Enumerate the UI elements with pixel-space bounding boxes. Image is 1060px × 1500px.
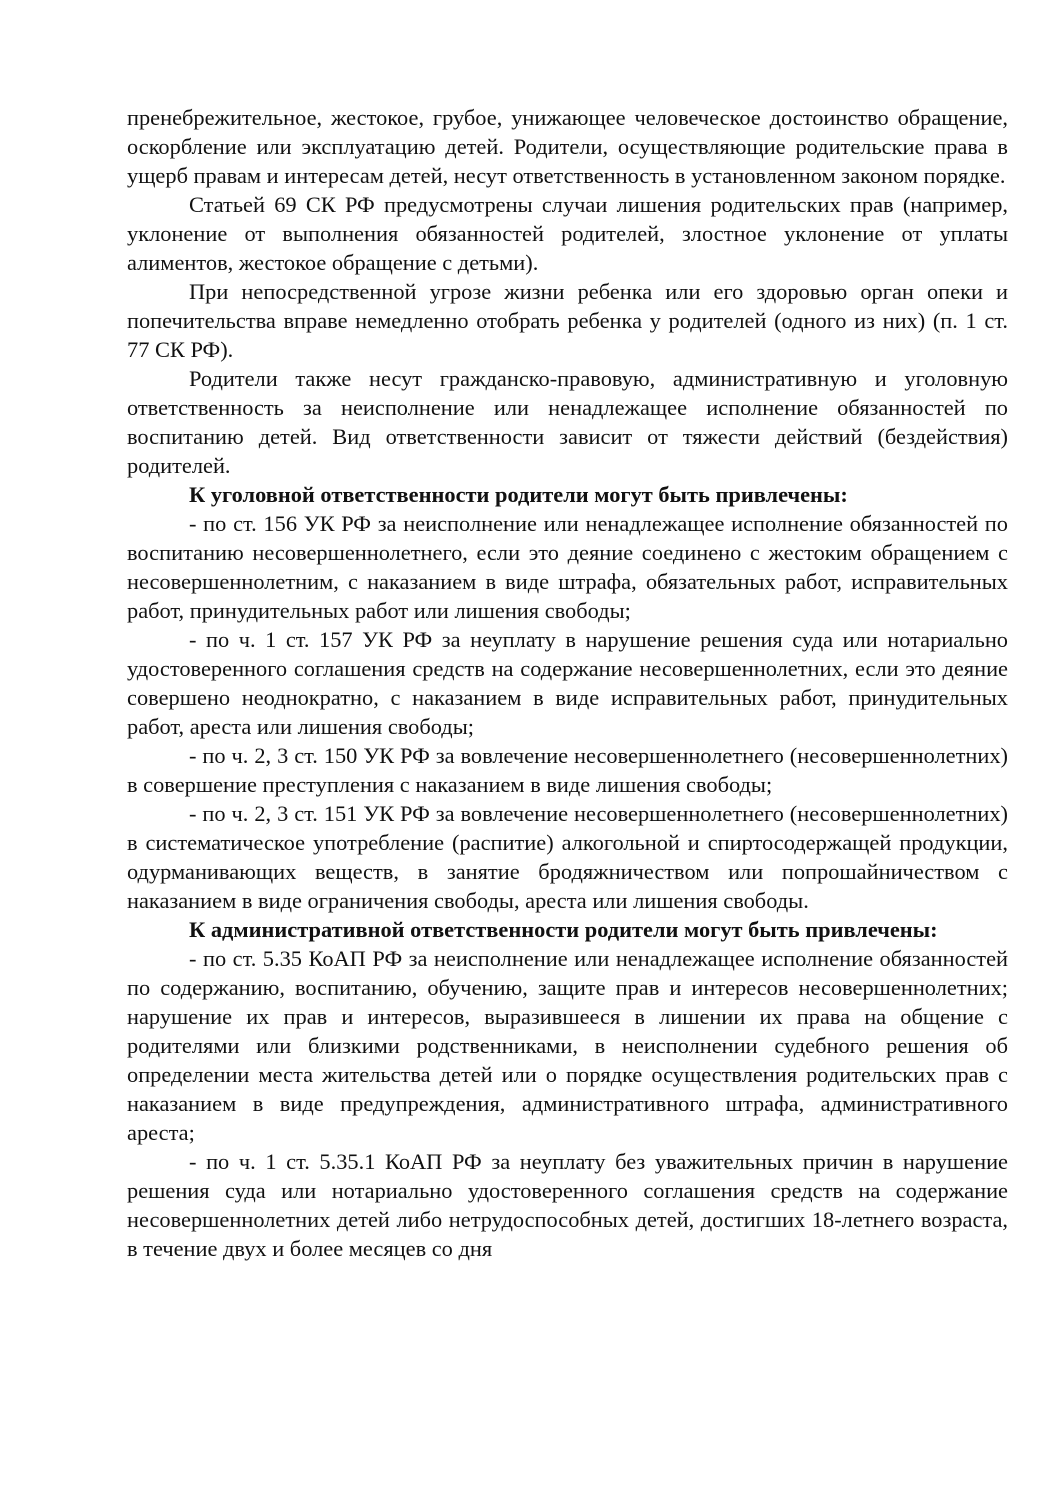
paragraph-article-77: При непосредственной угрозе жизни ребенка или его здоровью орган опеки и попечительства вправе немедленно отобрать ребенка у родителей (одного из них) (п. 1 ст. 77 СК РФ). — [127, 279, 1008, 362]
paragraph-article-69: Статьей 69 СК РФ предусмотрены случаи лишения родительских прав (например, уклонение от выполнения обязанностей родителей, злостное уклонение от уплаты алиментов, жестокое обращение с детьми). — [127, 192, 1008, 275]
list-item-article-157: - по ч. 1 ст. 157 УК РФ за неуплату в нарушение решения суда или нотариально удостоверенного соглашения средств на содержание несовершеннолетних, если это деяние совершено неоднократно, с наказанием в виде исправительных работ, принудительных работ, ареста или лишения свободы; — [127, 627, 1008, 739]
list-item-koap-5-35-1: - по ч. 1 ст. 5.35.1 КоАП РФ за неуплату без уважительных причин в нарушение решения суда или нотариально удостоверенного соглашения средств на содержание несовершеннолетних детей либо нетрудоспособных детей, достигших 18-летнего возраста, в течение двух и более месяцев со дня — [127, 1149, 1008, 1261]
list-item-article-156: - по ст. 156 УК РФ за неисполнение или ненадлежащее исполнение обязанностей по воспитанию несовершеннолетнего, если это деяние соединено с жестоким обращением с несовершеннолетним, с наказанием в виде штрафа, обязательных работ, исправительных работ, принудительных работ или лишения свободы; — [127, 511, 1008, 623]
document-page — [127, 103, 1008, 1263]
paragraph-responsibility-types: Родители также несут гражданско-правовую, административную и уголовную ответственность за неисполнение или ненадлежащее исполнение обязанностей по воспитанию детей. Вид ответственности зависит от тяжести действий (бездействия) родителей. — [127, 366, 1008, 478]
heading-administrative-liability: К административной ответственности родители могут быть привлечены: — [189, 917, 938, 942]
heading-criminal-liability: К уголовной ответственности родители могут быть привлечены: — [189, 482, 848, 507]
paragraph-continuation: пренебрежительное, жестокое, грубое, унижающее человеческое достоинство обращение, оскорбление или эксплуатацию детей. Родители, осуществляющие родительские права в ущерб правам и интересам детей, несут ответственность в установленном законом порядке. — [127, 105, 1008, 188]
list-item-koap-5-35: - по ст. 5.35 КоАП РФ за неисполнение или ненадлежащее исполнение обязанностей по содержанию, воспитанию, обучению, защите прав и интересов несовершеннолетних; нарушение их прав и интересов, выразившееся в лишении их права на общение с родителями или близкими родственниками, в неисполнении судебного решения об определении места жительства детей или о порядке осуществления родительских прав с наказанием в виде предупреждения, административного штрафа, административного ареста; — [127, 946, 1008, 1145]
list-item-article-151: - по ч. 2, 3 ст. 151 УК РФ за вовлечение несовершеннолетнего (несовершеннолетних) в систематическое употребление (распитие) алкогольной и спиртосодержащей продукции, одурманивающих веществ, в занятие бродяжничеством или попрошайничеством с наказанием в виде ограничения свободы, ареста или лишения свободы. — [127, 801, 1008, 913]
list-item-article-150: - по ч. 2, 3 ст. 150 УК РФ за вовлечение несовершеннолетнего (несовершеннолетних) в совершение преступления с наказанием в виде лишения свободы; — [127, 743, 1008, 797]
